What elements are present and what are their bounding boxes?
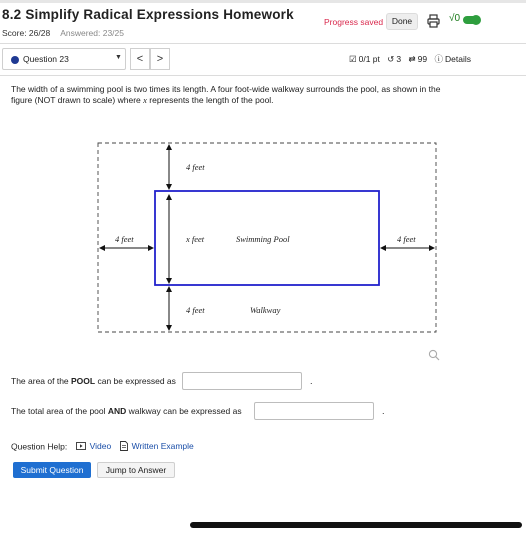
video-icon[interactable] [76, 442, 86, 452]
attempts-icon: ⇄ [408, 54, 416, 64]
score-line [2, 28, 124, 38]
question-select[interactable] [2, 48, 126, 70]
math-toggle-switch[interactable] [463, 16, 480, 24]
question-select-label: Question 23 [23, 54, 69, 64]
print-icon[interactable] [427, 14, 440, 28]
done-button[interactable]: Done [386, 13, 418, 30]
page-title: 8.2 Simplify Radical Expressions Homework [2, 7, 294, 22]
submit-question-button[interactable]: Submit Question [13, 462, 91, 478]
info-icon[interactable]: ⓘ [434, 54, 443, 64]
question-text [11, 84, 441, 106]
score-label: Score: 26/28 [2, 28, 51, 38]
jump-to-answer-button[interactable]: Jump to Answer [97, 462, 175, 478]
chevron-down-icon: ▼ [115, 54, 122, 61]
right-walkway-label: 4 feet [397, 234, 416, 244]
pool-area-bold: POOL [71, 376, 96, 386]
pool-area-prompt [11, 376, 176, 386]
answered-label: Answered: 23/25 [60, 28, 124, 38]
prev-question-button[interactable]: < [130, 48, 150, 70]
video-link[interactable]: Video [89, 441, 112, 452]
question-help [11, 441, 194, 453]
left-walkway-label: 4 feet [115, 234, 134, 244]
total-area-suffix: walkway can be expressed as [126, 406, 242, 416]
pool-area-suffix: can be expressed as [95, 376, 176, 386]
top-walkway-label: 4 feet [186, 162, 205, 172]
pool-area-prefix: The area of the [11, 376, 72, 386]
question-bar [2, 48, 484, 72]
pool-length-label: x feet [186, 234, 205, 244]
top-shadow [0, 0, 526, 3]
pool-name-label: Swimming Pool [236, 234, 290, 244]
question-meta [349, 53, 473, 65]
question-variable: x [143, 95, 147, 105]
total-area-input[interactable] [254, 402, 374, 420]
pool-diagram [96, 140, 441, 335]
home-indicator [190, 522, 522, 528]
pool-area-input[interactable] [182, 372, 302, 390]
math-toggle-label: √0 [449, 13, 461, 24]
walkway-label: Walkway [250, 305, 281, 315]
points-label: 0/1 pt [358, 54, 380, 64]
written-example-link[interactable]: Written Example [131, 441, 194, 452]
total-area-prompt [11, 406, 242, 416]
pool-area-period: . [310, 376, 313, 386]
question-text-part1: The width of a swimming pool is two times its length. A four foot-wide walkway surrounds the pool, as shown in the figure (NOT drawn to scale) where [11, 84, 441, 105]
total-area-prefix: The total area of the pool [11, 406, 108, 416]
pool-figure [96, 140, 441, 335]
progress-saved-status: Progress saved [324, 17, 384, 27]
question-bar-divider [0, 75, 526, 76]
header-divider [0, 43, 526, 44]
top-bar [0, 0, 526, 44]
question-status-dot [11, 56, 19, 64]
question-text-part2: represents the length of the pool. [146, 95, 274, 105]
total-area-period: . [382, 406, 385, 416]
checkbox-icon: ☑ [349, 54, 357, 64]
total-area-bold: AND [107, 406, 127, 416]
retries-count: 3 [396, 54, 402, 64]
search-icon[interactable] [428, 349, 440, 361]
bottom-walkway-label: 4 feet [186, 305, 205, 315]
attempts-count: 99 [417, 54, 428, 64]
document-icon[interactable] [120, 441, 128, 453]
help-label: Question Help: [11, 441, 68, 452]
next-question-button[interactable]: > [150, 48, 170, 70]
details-link[interactable]: Details [445, 54, 471, 64]
retry-icon: ↺ [387, 54, 395, 64]
